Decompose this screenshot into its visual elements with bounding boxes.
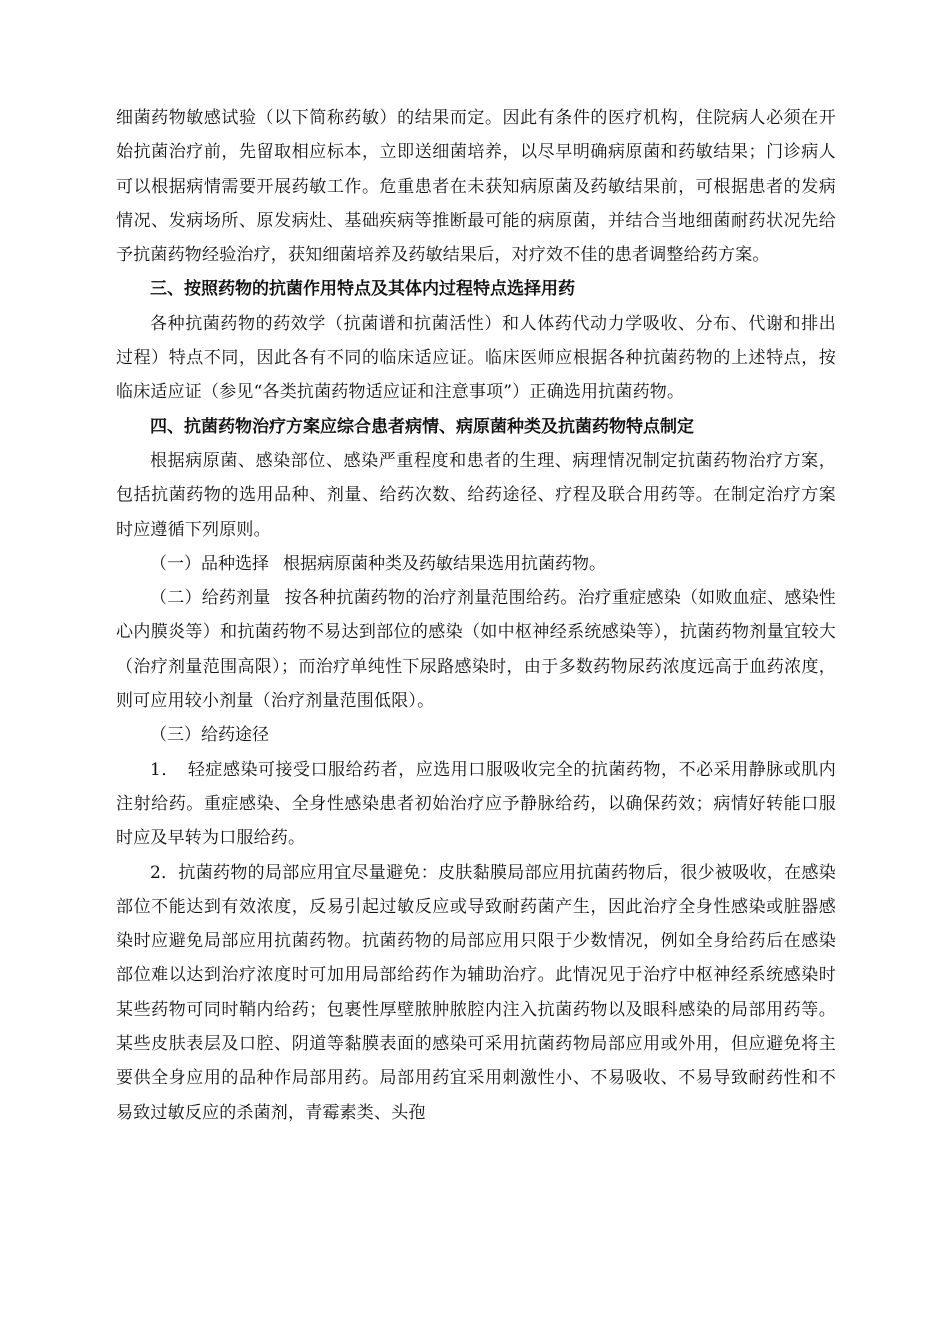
subsection-3-title: （三）给药途径 <box>150 725 269 746</box>
subsection-2-text: 按各种抗菌药物的治疗剂量范围给药。治疗重症感染（如败血症、感染性心内膜炎等）和抗菌药物不易达到部位的感染（如中枢神经系统感染等），抗菌药物剂量宜较大（治疗剂量范围高限）；而治疗单纯性下尿路感染时，由于多数药物尿药浓度远高于血药浓度，则可应用较小剂量（治疗剂量范围低限）。 <box>116 588 836 712</box>
paragraph-section-3: 各种抗菌药物的药效学（抗菌谱和抗菌活性）和人体药代动力学吸收、分布、代谢和排出过程）特点不同，因此各有不同的临床适应证。临床医师应根据各种抗菌药物的上述特点，按临床适应证（参见“各类抗菌药物适应证和注意事项”）正确选用抗菌药物。 <box>116 313 836 403</box>
paragraph-intro: 细菌药物敏感试验（以下简称药敏）的结果而定。因此有条件的医疗机构，住院病人必须在开始抗菌治疗前，先留取相应标本，立即送细菌培养，以尽早明确病原菌和药敏结果；门诊病人可以根据病情需要开展药敏工作。危重患者在未获知病原菌及药敏结果前，可根据患者的发病情况、发病场所、原发病灶、基础疾病等推断最可能的病原菌，并结合当地细菌耐药状况先给予抗菌药物经验治疗，获知细菌培养及药敏结果后，对疗效不佳的患者调整给药方案。 <box>116 108 836 266</box>
subsection-1-text: 根据病原菌种类及药敏结果选用抗菌药物。 <box>283 553 606 574</box>
paragraph-section-4: 根据病原菌、感染部位、感染严重程度和患者的生理、病理情况制定抗菌药物治疗方案，包括抗菌药物的选用品种、剂量、给药次数、给药途径、疗程及联合用药等。在制定治疗方案时应遵循下列原则。 <box>116 450 836 540</box>
list-item-1: 1． 轻症感染可接受口服给药者，应选用口服吸收完全的抗菌药物，不必采用静脉或肌内注射给药。重症感染、全身性感染患者初始治疗应予静脉给药，以确保药效；病情好转能口服时应及早转为口服给药。 <box>116 759 836 849</box>
document-page <box>116 101 836 1130</box>
subsection-2-title: （二）给药剂量 <box>150 588 271 609</box>
heading-section-4: 四、抗菌药物治疗方案应综合患者病情、病原菌种类及抗菌药物特点制定 <box>150 416 694 437</box>
subsection-2 <box>116 581 836 718</box>
list-item-2: 2．抗菌药物的局部应用宜尽量避免：皮肤黏膜局部应用抗菌药物后，很少被吸收，在感染部位不能达到有效浓度，反易引起过敏反应或导致耐药菌产生，因此治疗全身性感染或脏器感染时应避免局部应用抗菌药物。抗菌药物的局部应用只限于少数情况，例如全身给药后在感染部位难以达到治疗浓度时可加用局部给药作为辅助治疗。此情况见于治疗中枢神经系统感染时某些药物可同时鞘内给药；包裹性厚壁脓肿脓腔内注入抗菌药物以及眼科感染的局部用药等。某些皮肤表层及口腔、阴道等黏膜表面的感染可采用抗菌药物局部应用或外用，但应避免将主要供全身应用的品种作局部用药。局部用药宜采用刺激性小、不易吸收、不易导致耐药性和不易致过敏反应的杀菌剂，青霉素类、头孢 <box>116 862 836 1123</box>
heading-section-3: 三、按照药物的抗菌作用特点及其体内过程特点选择用药 <box>150 279 575 300</box>
subsection-1 <box>116 547 836 581</box>
subsection-1-title: （一）品种选择 <box>150 553 269 574</box>
